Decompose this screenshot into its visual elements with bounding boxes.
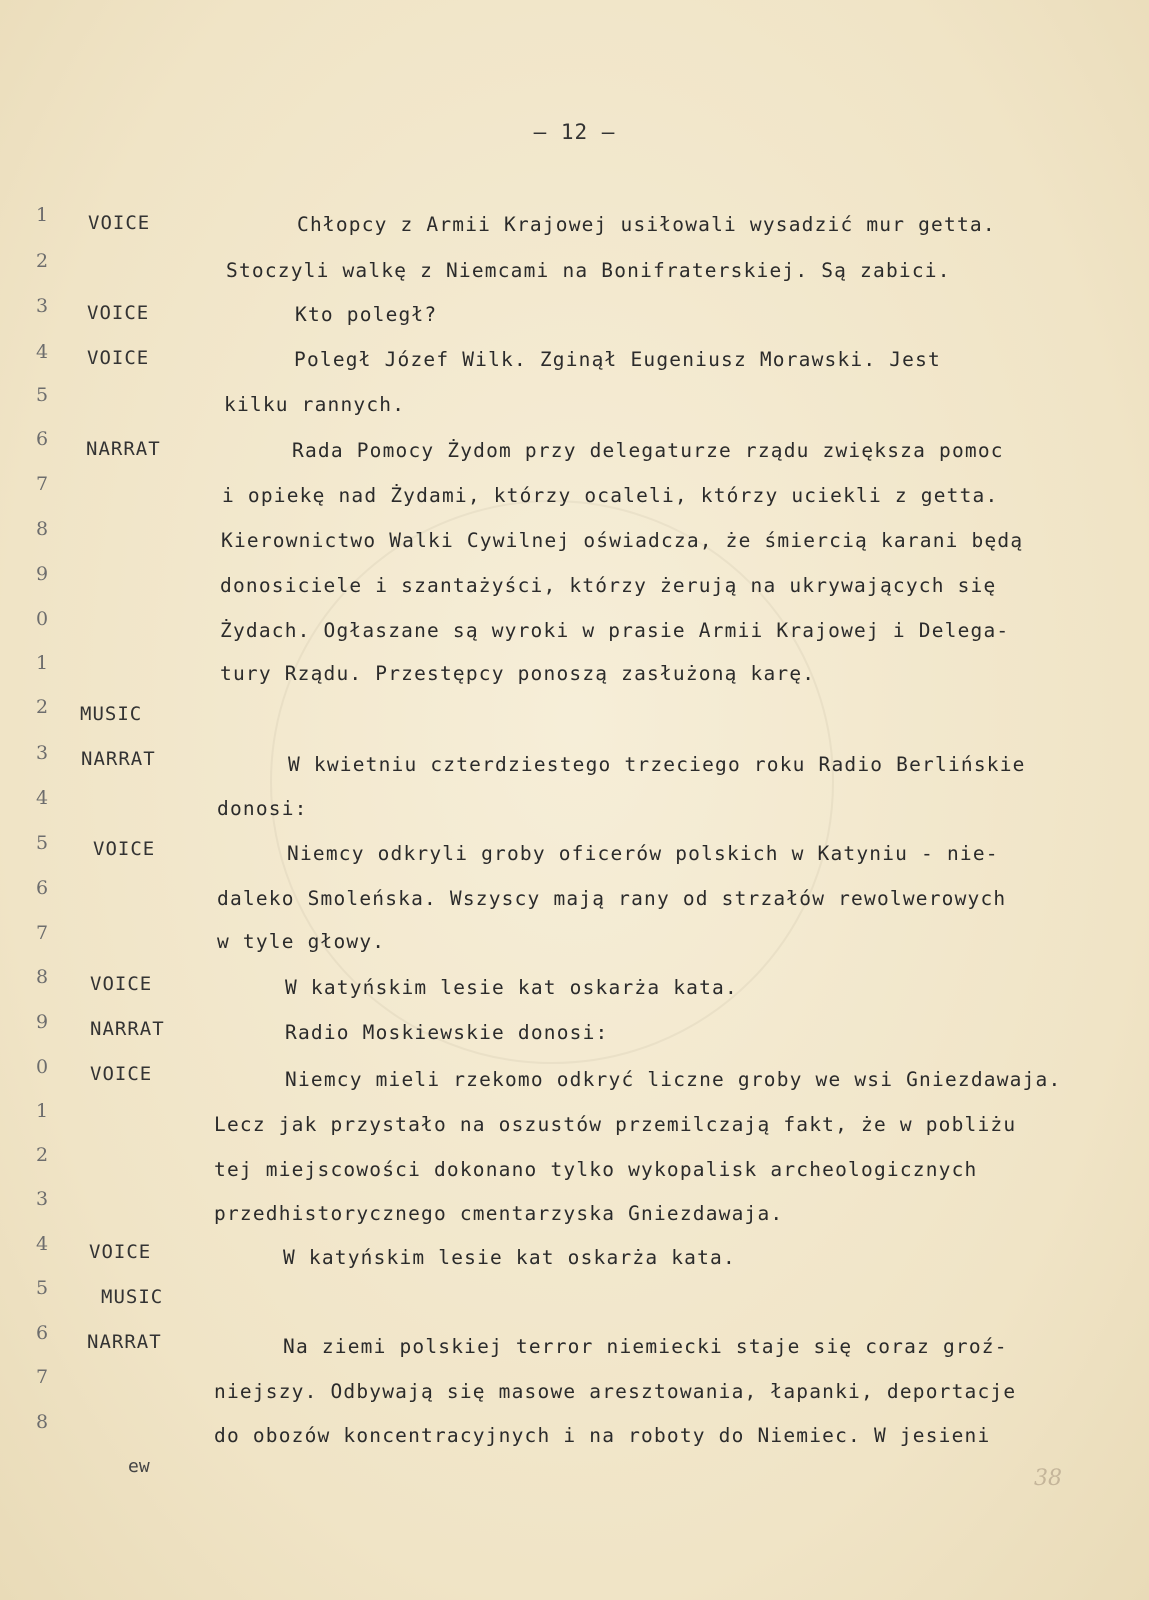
speaker-label: MUSIC bbox=[80, 703, 143, 725]
line-number: 3 bbox=[36, 742, 49, 764]
script-line: i opiekę nad Żydami, którzy ocaleli, którzy uciekli z getta. bbox=[222, 484, 999, 507]
script-line: do obozów koncentracyjnych i na roboty do Niemiec. W jesieni bbox=[214, 1424, 991, 1447]
line-number: 6 bbox=[36, 1322, 49, 1344]
line-number: 2 bbox=[36, 1144, 49, 1166]
script-line: Stoczyli walkę z Niemcami na Bonifraterskiej. Są zabici. bbox=[226, 259, 951, 282]
script-line: Żydach. Ogłaszane są wyroki w prasie Armii Krajowej i Delega- bbox=[220, 619, 1010, 642]
script-line: tury Rządu. Przestępcy ponoszą zasłużoną karę. bbox=[220, 662, 816, 685]
script-line: Kto poległ? bbox=[295, 303, 438, 326]
speaker-label: VOICE bbox=[87, 347, 150, 369]
line-number: 4 bbox=[36, 1233, 49, 1255]
script-line: Lecz jak przystało na oszustów przemilczają fakt, że w pobliżu bbox=[214, 1113, 1017, 1136]
speaker-label: VOICE bbox=[90, 973, 153, 995]
line-number: 7 bbox=[36, 473, 49, 495]
script-line: niejszy. Odbywają się masowe aresztowania, łapanki, deportacje bbox=[214, 1380, 1017, 1403]
script-line: donosi: bbox=[217, 797, 308, 820]
speaker-label: NARRAT bbox=[81, 748, 156, 770]
script-line: W katyńskim lesie kat oskarża kata. bbox=[285, 976, 738, 999]
line-number: 1 bbox=[36, 204, 49, 226]
line-number: 1 bbox=[36, 1100, 49, 1122]
line-number: 7 bbox=[36, 1366, 49, 1388]
speaker-label: VOICE bbox=[88, 212, 151, 234]
script-line: W kwietniu czterdziestego trzeciego roku Radio Berlińskie bbox=[288, 753, 1026, 776]
script-line: Chłopcy z Armii Krajowej usiłowali wysadzić mur getta. bbox=[297, 213, 996, 236]
speaker-label: VOICE bbox=[87, 302, 150, 324]
line-number: 9 bbox=[36, 563, 49, 585]
script-line: tej miejscowości dokonano tylko wykopalisk archeologicznych bbox=[214, 1158, 978, 1181]
script-line: Niemcy mieli rzekomo odkryć liczne groby we wsi Gniezdawaja. bbox=[285, 1068, 1062, 1091]
script-line: kilku rannych. bbox=[224, 393, 406, 416]
speaker-label: NARRAT bbox=[86, 438, 161, 460]
line-number: 0 bbox=[36, 608, 49, 630]
typist-initials: ew bbox=[128, 1456, 150, 1477]
line-number: 2 bbox=[36, 250, 49, 272]
line-number: 5 bbox=[36, 832, 49, 854]
line-number: 9 bbox=[36, 1011, 49, 1033]
line-number: 3 bbox=[36, 1188, 49, 1210]
line-number: 5 bbox=[36, 1277, 49, 1299]
script-line: Kierownictwo Walki Cywilnej oświadcza, że śmiercią karani będą bbox=[221, 529, 1024, 552]
speaker-label: NARRAT bbox=[90, 1018, 165, 1040]
script-line: przedhistorycznego cmentarzyska Gniezdawaja. bbox=[214, 1202, 784, 1225]
line-number: 4 bbox=[36, 787, 49, 809]
line-number: 7 bbox=[36, 922, 49, 944]
speaker-label: VOICE bbox=[90, 1063, 153, 1085]
line-number: 8 bbox=[36, 518, 49, 540]
script-line: Rada Pomocy Żydom przy delegaturze rządu zwiększa pomoc bbox=[292, 439, 1004, 462]
line-number: 6 bbox=[36, 877, 49, 899]
line-number: 0 bbox=[36, 1056, 49, 1078]
line-number: 6 bbox=[36, 428, 49, 450]
speaker-label: VOICE bbox=[89, 1241, 152, 1263]
speaker-label: MUSIC bbox=[101, 1286, 164, 1308]
speaker-label: NARRAT bbox=[87, 1331, 162, 1353]
script-line: Radio Moskiewskie donosi: bbox=[285, 1021, 609, 1044]
line-number: 3 bbox=[36, 295, 49, 317]
line-number: 4 bbox=[36, 341, 49, 363]
script-line: Na ziemi polskiej terror niemiecki staje się coraz groź- bbox=[283, 1335, 1008, 1358]
script-line: w tyle głowy. bbox=[217, 930, 386, 953]
script-line: donosiciele i szantażyści, którzy żerują na ukrywających się bbox=[220, 574, 997, 597]
script-line: daleko Smoleńska. Wszyscy mają rany od strzałów rewolwerowych bbox=[217, 887, 1007, 910]
line-number: 8 bbox=[36, 1411, 49, 1433]
line-number: 2 bbox=[36, 696, 49, 718]
line-number: 5 bbox=[36, 384, 49, 406]
archive-page-number: 38 bbox=[1034, 1466, 1062, 1491]
speaker-label: VOICE bbox=[93, 838, 156, 860]
line-number: 1 bbox=[36, 652, 49, 674]
script-line: Niemcy odkryli groby oficerów polskich w Katyniu - nie- bbox=[287, 842, 999, 865]
line-number: 8 bbox=[36, 966, 49, 988]
page-number: – 12 – bbox=[533, 120, 616, 144]
script-line: W katyńskim lesie kat oskarża kata. bbox=[283, 1246, 736, 1269]
script-line: Poległ Józef Wilk. Zginął Eugeniusz Morawski. Jest bbox=[294, 348, 941, 371]
